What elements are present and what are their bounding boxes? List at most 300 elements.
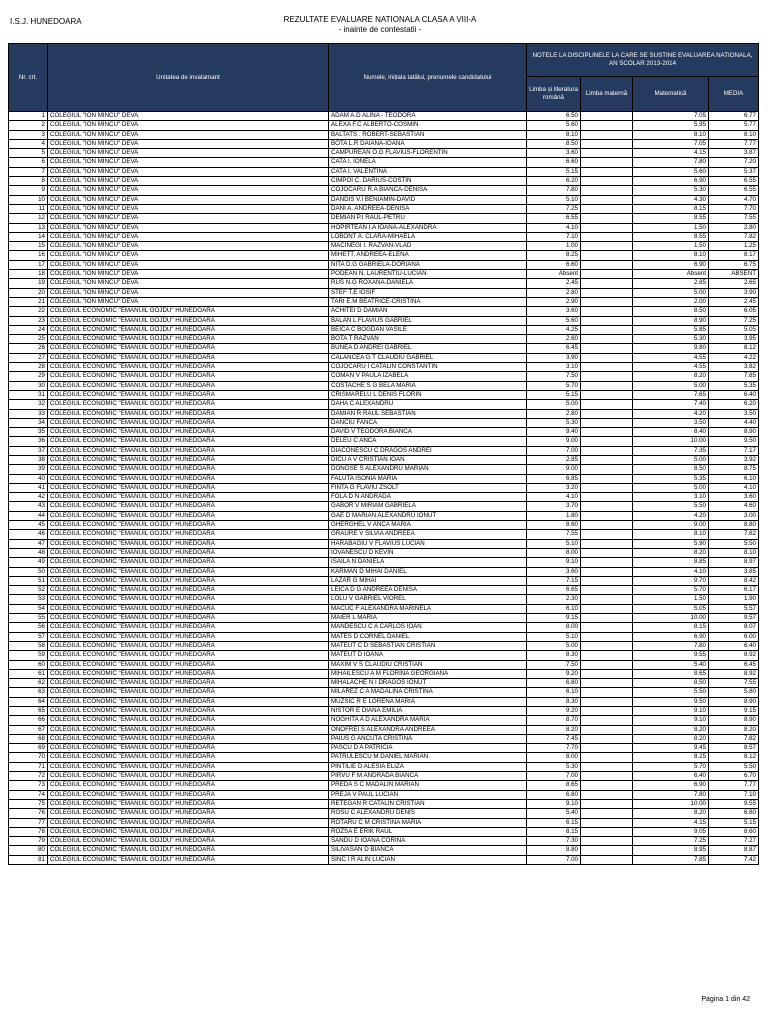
candidate-name: FOLA D N ANDRADA <box>329 493 527 502</box>
candidate-name: BEICA C BOGDAN VASILE <box>329 325 527 334</box>
grade-romana: 5.30 <box>527 762 581 771</box>
candidate-name: DAHA C ALEXANDRU <box>329 400 527 409</box>
grade-romana: 1.00 <box>527 242 581 251</box>
grade-media: 7.55 <box>709 679 759 688</box>
grade-matematica: 10.00 <box>633 799 709 808</box>
school-name: COLEGIUL ECONOMIC "EMANUIL GOJDU" HUNEDOARA <box>48 827 329 836</box>
col-header-romana: Limba și literatura română <box>527 77 581 112</box>
school-name: COLEGIUL "ION MINCU" DEVA <box>48 121 329 130</box>
grade-matematica: 1.50 <box>633 595 709 604</box>
school-name: COLEGIUL ECONOMIC "EMANUIL GOJDU" HUNEDOARA <box>48 623 329 632</box>
grade-materna <box>581 409 633 418</box>
grade-romana: 7.00 <box>527 772 581 781</box>
school-name: COLEGIUL "ION MINCU" DEVA <box>48 223 329 232</box>
grade-romana: 2.60 <box>527 335 581 344</box>
grade-romana: 6.10 <box>527 604 581 613</box>
table-row <box>9 716 759 725</box>
grade-materna <box>581 837 633 846</box>
grade-materna <box>581 679 633 688</box>
grade-matematica: 8.90 <box>633 316 709 325</box>
grade-matematica: 10.00 <box>633 614 709 623</box>
table-row <box>9 112 759 121</box>
grade-matematica: 8.25 <box>633 753 709 762</box>
grade-romana: 7.55 <box>527 530 581 539</box>
school-name: COLEGIUL ECONOMIC "EMANUIL GOJDU" HUNEDOARA <box>48 372 329 381</box>
school-name: COLEGIUL ECONOMIC "EMANUIL GOJDU" HUNEDOARA <box>48 837 329 846</box>
table-row <box>9 614 759 623</box>
grade-materna <box>581 251 633 260</box>
row-number: 48 <box>9 548 48 557</box>
grade-materna <box>581 809 633 818</box>
row-number: 77 <box>9 818 48 827</box>
candidate-name: PASCU D A PATRICIA <box>329 744 527 753</box>
row-number: 57 <box>9 632 48 641</box>
candidate-name: ACHITEI D DAMIAN <box>329 307 527 316</box>
grade-matematica: 4.10 <box>633 567 709 576</box>
page-number: Pagina 1 din 42 <box>701 996 750 1003</box>
table-row <box>9 744 759 753</box>
grade-romana: 6.10 <box>527 688 581 697</box>
candidate-name: DAVID V TEODORA BIANCA <box>329 428 527 437</box>
row-number: 81 <box>9 855 48 864</box>
row-number: 14 <box>9 232 48 241</box>
row-number: 52 <box>9 586 48 595</box>
grade-romana: 8.60 <box>527 521 581 530</box>
grade-materna <box>581 539 633 548</box>
row-number: 24 <box>9 325 48 334</box>
grade-matematica: 8.40 <box>633 428 709 437</box>
table-row <box>9 353 759 362</box>
row-number: 59 <box>9 651 48 660</box>
candidate-name: FALUTA ISONIA MARIA <box>329 474 527 483</box>
grade-materna <box>581 734 633 743</box>
candidate-name: SILIVASAN D BIANCA <box>329 846 527 855</box>
grade-romana: 5.10 <box>527 195 581 204</box>
school-name: COLEGIUL ECONOMIC "EMANUIL GOJDU" HUNEDOARA <box>48 381 329 390</box>
grade-media: 6.00 <box>709 632 759 641</box>
grade-media: 7.70 <box>709 204 759 213</box>
school-name: COLEGIUL ECONOMIC "EMANUIL GOJDU" HUNEDOARA <box>48 465 329 474</box>
candidate-name: PREDA S C MADALIN MARIAN <box>329 781 527 790</box>
school-name: COLEGIUL "ION MINCU" DEVA <box>48 167 329 176</box>
grade-romana: 8.25 <box>527 251 581 260</box>
grade-romana: 5.15 <box>527 167 581 176</box>
grade-matematica: 5.00 <box>633 288 709 297</box>
grade-materna <box>581 446 633 455</box>
grade-matematica: 7.80 <box>633 641 709 650</box>
grade-romana: 7.80 <box>527 186 581 195</box>
col-header-matematica: Matematică <box>633 77 709 112</box>
grade-materna <box>581 279 633 288</box>
grade-media: 6.40 <box>709 390 759 399</box>
grade-media: ABSENT <box>709 270 759 279</box>
grade-media: 4.10 <box>709 483 759 492</box>
grade-materna <box>581 595 633 604</box>
grade-media: 8.97 <box>709 558 759 567</box>
grade-materna <box>581 260 633 269</box>
grade-matematica: 10.00 <box>633 437 709 446</box>
school-name: COLEGIUL ECONOMIC "EMANUIL GOJDU" HUNEDOARA <box>48 530 329 539</box>
candidate-name: CAMPUREAN O.G FLAVIUS-FLORENTIN <box>329 149 527 158</box>
school-name: COLEGIUL ECONOMIC "EMANUIL GOJDU" HUNEDOARA <box>48 390 329 399</box>
candidate-name: ALEXA F.C ALBERTO-COSMIN <box>329 121 527 130</box>
grade-romana: 3.60 <box>527 307 581 316</box>
grade-media: 8.90 <box>709 428 759 437</box>
row-number: 35 <box>9 428 48 437</box>
candidate-name: DAMIAN R RAUL SEBASTIAN <box>329 409 527 418</box>
grade-media: 5.50 <box>709 762 759 771</box>
grade-matematica: 4.15 <box>633 149 709 158</box>
candidate-name: SANDU D IOANA CORINA <box>329 837 527 846</box>
table-row <box>9 799 759 808</box>
grade-materna <box>581 521 633 530</box>
table-row <box>9 474 759 483</box>
candidate-name: GABOR V MIRIAM GABRIELA <box>329 502 527 511</box>
row-number: 16 <box>9 251 48 260</box>
grade-matematica: 7.35 <box>633 446 709 455</box>
grade-materna <box>581 548 633 557</box>
candidate-name: DANCIU FANCA <box>329 418 527 427</box>
grade-romana: 8.00 <box>527 623 581 632</box>
grade-materna <box>581 799 633 808</box>
grade-materna <box>581 270 633 279</box>
grade-matematica: 5.50 <box>633 502 709 511</box>
grade-media: 3.50 <box>709 409 759 418</box>
table-row <box>9 651 759 660</box>
table-row <box>9 855 759 864</box>
grade-materna <box>581 288 633 297</box>
table-row <box>9 586 759 595</box>
candidate-name: MACUC F ALEXANDRA MARINELA <box>329 604 527 613</box>
school-name: COLEGIUL "ION MINCU" DEVA <box>48 251 329 260</box>
row-number: 46 <box>9 530 48 539</box>
grade-materna <box>581 511 633 520</box>
grade-matematica: 8.65 <box>633 669 709 678</box>
grade-romana: 6.60 <box>527 260 581 269</box>
grade-media: 3.90 <box>709 288 759 297</box>
inspectorate-label: I.S.J. HUNEDOARA <box>10 17 82 26</box>
candidate-name: PINTILIE D ALESIA ELIZA <box>329 762 527 771</box>
school-name: COLEGIUL ECONOMIC "EMANUIL GOJDU" HUNEDOARA <box>48 632 329 641</box>
grade-matematica: 8.55 <box>633 232 709 241</box>
grade-romana: 3.70 <box>527 502 581 511</box>
grade-romana: 7.25 <box>527 204 581 213</box>
grade-romana: 6.15 <box>527 818 581 827</box>
candidate-name: RETEGAN R CATALIN CRISTIAN <box>329 799 527 808</box>
candidate-name: SINC I R ALIN LUCIAN <box>329 855 527 864</box>
row-number: 73 <box>9 781 48 790</box>
grade-matematica: 8.10 <box>633 251 709 260</box>
grade-media: 8.57 <box>709 744 759 753</box>
grade-media: 4.40 <box>709 418 759 427</box>
row-number: 61 <box>9 669 48 678</box>
row-number: 3 <box>9 130 48 139</box>
table-row <box>9 827 759 836</box>
table-row <box>9 390 759 399</box>
grade-media: 8.17 <box>709 251 759 260</box>
grade-matematica: 1.50 <box>633 242 709 251</box>
candidate-name: PREJA V PAUL LUCIAN <box>329 790 527 799</box>
table-row <box>9 186 759 195</box>
candidate-name: MATES D CORNEL DANIEL <box>329 632 527 641</box>
grade-media: 2.80 <box>709 223 759 232</box>
table-row <box>9 576 759 585</box>
candidate-name: NITA D.G GABRIELA-DORIANA <box>329 260 527 269</box>
candidate-name: DANDIS V.I BENIAMIN-DAVID <box>329 195 527 204</box>
grade-materna <box>581 502 633 511</box>
grade-materna <box>581 428 633 437</box>
grade-romana: 8.50 <box>527 139 581 148</box>
school-name: COLEGIUL ECONOMIC "EMANUIL GOJDU" HUNEDOARA <box>48 818 329 827</box>
grade-matematica: 5.90 <box>633 539 709 548</box>
candidate-name: RUS N.G ROXANA-DANIELA <box>329 279 527 288</box>
col-header-media: MEDIA <box>709 77 759 112</box>
school-name: COLEGIUL ECONOMIC "EMANUIL GOJDU" HUNEDOARA <box>48 614 329 623</box>
grade-materna <box>581 614 633 623</box>
grade-materna <box>581 827 633 836</box>
school-name: COLEGIUL ECONOMIC "EMANUIL GOJDU" HUNEDOARA <box>48 409 329 418</box>
school-name: COLEGIUL ECONOMIC "EMANUIL GOJDU" HUNEDOARA <box>48 353 329 362</box>
table-row <box>9 734 759 743</box>
grade-materna <box>581 204 633 213</box>
candidate-name: MAIER L MARIA <box>329 614 527 623</box>
grade-media: 6.70 <box>709 772 759 781</box>
grade-romana: 7.50 <box>527 372 581 381</box>
grade-media: 8.10 <box>709 130 759 139</box>
candidate-name: GRAURE V SILVIA ANDREEA <box>329 530 527 539</box>
grade-materna <box>581 530 633 539</box>
grade-romana: 8.15 <box>527 827 581 836</box>
grade-romana: 8.00 <box>527 548 581 557</box>
row-number: 75 <box>9 799 48 808</box>
document-title: REZULTATE EVALUARE NATIONALA CLASA A VIII-A <box>283 15 477 24</box>
grade-romana: 4.10 <box>527 223 581 232</box>
row-number: 68 <box>9 734 48 743</box>
school-name: COLEGIUL ECONOMIC "EMANUIL GOJDU" HUNEDOARA <box>48 437 329 446</box>
grade-matematica: 5.95 <box>633 121 709 130</box>
school-name: COLEGIUL ECONOMIC "EMANUIL GOJDU" HUNEDOARA <box>48 762 329 771</box>
row-number: 15 <box>9 242 48 251</box>
table-row <box>9 502 759 511</box>
candidate-name: STEF T.E IOSIF <box>329 288 527 297</box>
candidate-name: DEMIAN P.I RAUL-PETRU <box>329 214 527 223</box>
grade-romana: 6.20 <box>527 177 581 186</box>
grade-matematica: 5.70 <box>633 762 709 771</box>
grade-romana: 8.80 <box>527 846 581 855</box>
row-number: 47 <box>9 539 48 548</box>
grade-matematica: 5.70 <box>633 586 709 595</box>
school-name: COLEGIUL ECONOMIC "EMANUIL GOJDU" HUNEDOARA <box>48 474 329 483</box>
grade-romana: 7.15 <box>527 576 581 585</box>
grade-matematica: 4.55 <box>633 363 709 372</box>
table-row <box>9 641 759 650</box>
table-row <box>9 307 759 316</box>
grade-materna <box>581 567 633 576</box>
grade-romana: 5.00 <box>527 641 581 650</box>
grade-materna <box>581 139 633 148</box>
grade-matematica: 2.85 <box>633 279 709 288</box>
grade-romana: 8.20 <box>527 725 581 734</box>
grade-matematica: Absent <box>633 270 709 279</box>
candidate-name: DELEU C ANCA <box>329 437 527 446</box>
grade-media: 5.77 <box>709 121 759 130</box>
row-number: 22 <box>9 307 48 316</box>
grade-matematica: 7.05 <box>633 112 709 121</box>
school-name: COLEGIUL ECONOMIC "EMANUIL GOJDU" HUNEDOARA <box>48 455 329 464</box>
grade-materna <box>581 297 633 306</box>
row-number: 39 <box>9 465 48 474</box>
grade-matematica: 6.90 <box>633 781 709 790</box>
grade-media: 5.50 <box>709 539 759 548</box>
grade-matematica: 7.05 <box>633 139 709 148</box>
candidate-name: NISTOR E DIANA EMILIA <box>329 707 527 716</box>
grade-materna <box>581 762 633 771</box>
grade-romana: 7.00 <box>527 855 581 864</box>
school-name: COLEGIUL ECONOMIC "EMANUIL GOJDU" HUNEDOARA <box>48 344 329 353</box>
grade-media: 3.95 <box>709 335 759 344</box>
row-number: 62 <box>9 679 48 688</box>
school-name: COLEGIUL ECONOMIC "EMANUIL GOJDU" HUNEDOARA <box>48 595 329 604</box>
grade-matematica: 4.20 <box>633 409 709 418</box>
grade-materna <box>581 418 633 427</box>
table-row <box>9 316 759 325</box>
grade-materna <box>581 186 633 195</box>
grade-romana: 8.00 <box>527 753 581 762</box>
row-number: 18 <box>9 270 48 279</box>
row-number: 42 <box>9 493 48 502</box>
table-row <box>9 204 759 213</box>
grade-materna <box>581 363 633 372</box>
grade-matematica: 5.30 <box>633 335 709 344</box>
document-subtitle: - inainte de contestatii - <box>338 25 422 34</box>
school-name: COLEGIUL ECONOMIC "EMANUIL GOJDU" HUNEDOARA <box>48 363 329 372</box>
row-number: 19 <box>9 279 48 288</box>
grade-matematica: 8.50 <box>633 307 709 316</box>
grade-romana: 2.30 <box>527 595 581 604</box>
row-number: 2 <box>9 121 48 130</box>
grade-matematica: 3.50 <box>633 418 709 427</box>
candidate-name: BOTA T RAZVAN <box>329 335 527 344</box>
candidate-name: CATA I. VALENTINA <box>329 167 527 176</box>
grade-matematica: 9.10 <box>633 716 709 725</box>
candidate-name: MATEUT D IOANA <box>329 651 527 660</box>
table-row <box>9 669 759 678</box>
grade-romana: 6.55 <box>527 214 581 223</box>
candidate-name: HARABAGIU V FLAVIUS LUCIAN <box>329 539 527 548</box>
grade-materna <box>581 316 633 325</box>
grade-romana: 9.00 <box>527 465 581 474</box>
row-number: 23 <box>9 316 48 325</box>
grade-materna <box>581 112 633 121</box>
table-row <box>9 223 759 232</box>
row-number: 7 <box>9 167 48 176</box>
candidate-name: DANI A. ANDREEA-DENISA <box>329 204 527 213</box>
table-row <box>9 279 759 288</box>
school-name: COLEGIUL "ION MINCU" DEVA <box>48 297 329 306</box>
school-name: COLEGIUL ECONOMIC "EMANUIL GOJDU" HUNEDOARA <box>48 846 329 855</box>
row-number: 71 <box>9 762 48 771</box>
row-number: 64 <box>9 697 48 706</box>
row-number: 53 <box>9 595 48 604</box>
grade-media: 7.20 <box>709 158 759 167</box>
candidate-name: LAZAR G MIHAI <box>329 576 527 585</box>
candidate-name: MIHETT. ANDREEA-ELENA <box>329 251 527 260</box>
grade-media: 6.05 <box>709 307 759 316</box>
grade-media: 6.45 <box>709 660 759 669</box>
grade-media: 3.85 <box>709 567 759 576</box>
school-name: COLEGIUL ECONOMIC "EMANUIL GOJDU" HUNEDOARA <box>48 753 329 762</box>
grade-media: 6.10 <box>709 474 759 483</box>
table-row <box>9 521 759 530</box>
school-name: COLEGIUL "ION MINCU" DEVA <box>48 177 329 186</box>
grade-matematica: 8.95 <box>633 846 709 855</box>
grade-media: 3.87 <box>709 149 759 158</box>
grade-materna <box>581 707 633 716</box>
grade-media: 5.37 <box>709 167 759 176</box>
grade-materna <box>581 586 633 595</box>
school-name: COLEGIUL "ION MINCU" DEVA <box>48 270 329 279</box>
grade-media: 3.92 <box>709 455 759 464</box>
row-number: 38 <box>9 455 48 464</box>
school-name: COLEGIUL ECONOMIC "EMANUIL GOJDU" HUNEDOARA <box>48 744 329 753</box>
grade-matematica: 8.20 <box>633 725 709 734</box>
school-name: COLEGIUL ECONOMIC "EMANUIL GOJDU" HUNEDOARA <box>48 781 329 790</box>
grade-materna <box>581 325 633 334</box>
school-name: COLEGIUL "ION MINCU" DEVA <box>48 149 329 158</box>
grade-romana: 9.10 <box>527 558 581 567</box>
grade-romana: 9.40 <box>527 428 581 437</box>
school-name: COLEGIUL ECONOMIC "EMANUIL GOJDU" HUNEDOARA <box>48 502 329 511</box>
school-name: COLEGIUL ECONOMIC "EMANUIL GOJDU" HUNEDOARA <box>48 418 329 427</box>
school-name: COLEGIUL ECONOMIC "EMANUIL GOJDU" HUNEDOARA <box>48 688 329 697</box>
table-row <box>9 446 759 455</box>
grade-romana: 9.15 <box>527 614 581 623</box>
candidate-name: IOVANESCU D KEVIN <box>329 548 527 557</box>
table-row <box>9 809 759 818</box>
grade-romana: 9.00 <box>527 437 581 446</box>
grade-materna <box>581 149 633 158</box>
row-number: 45 <box>9 521 48 530</box>
school-name: COLEGIUL "ION MINCU" DEVA <box>48 242 329 251</box>
grade-matematica: 6.90 <box>633 260 709 269</box>
grade-matematica: 6.90 <box>633 177 709 186</box>
school-name: COLEGIUL "ION MINCU" DEVA <box>48 214 329 223</box>
table-row <box>9 344 759 353</box>
grade-materna <box>581 353 633 362</box>
grade-matematica: 6.40 <box>633 772 709 781</box>
candidate-name: ISAILA N DANIELA <box>329 558 527 567</box>
table-row <box>9 288 759 297</box>
grade-romana: 5.60 <box>527 121 581 130</box>
grade-romana: 1.80 <box>527 511 581 520</box>
row-number: 76 <box>9 809 48 818</box>
candidate-name: HOPIRTEAN I.A IOANA-ALEXANDRA <box>329 223 527 232</box>
row-number: 5 <box>9 149 48 158</box>
row-number: 40 <box>9 474 48 483</box>
table-row <box>9 762 759 771</box>
grade-romana: 7.45 <box>527 734 581 743</box>
grade-romana: 9.10 <box>527 799 581 808</box>
grade-romana: 9.20 <box>527 707 581 716</box>
grade-media: 8.80 <box>709 521 759 530</box>
row-number: 55 <box>9 614 48 623</box>
row-number: 20 <box>9 288 48 297</box>
grade-matematica: 8.20 <box>633 734 709 743</box>
row-number: 29 <box>9 372 48 381</box>
school-name: COLEGIUL ECONOMIC "EMANUIL GOJDU" HUNEDOARA <box>48 400 329 409</box>
grade-materna <box>581 623 633 632</box>
table-row <box>9 688 759 697</box>
